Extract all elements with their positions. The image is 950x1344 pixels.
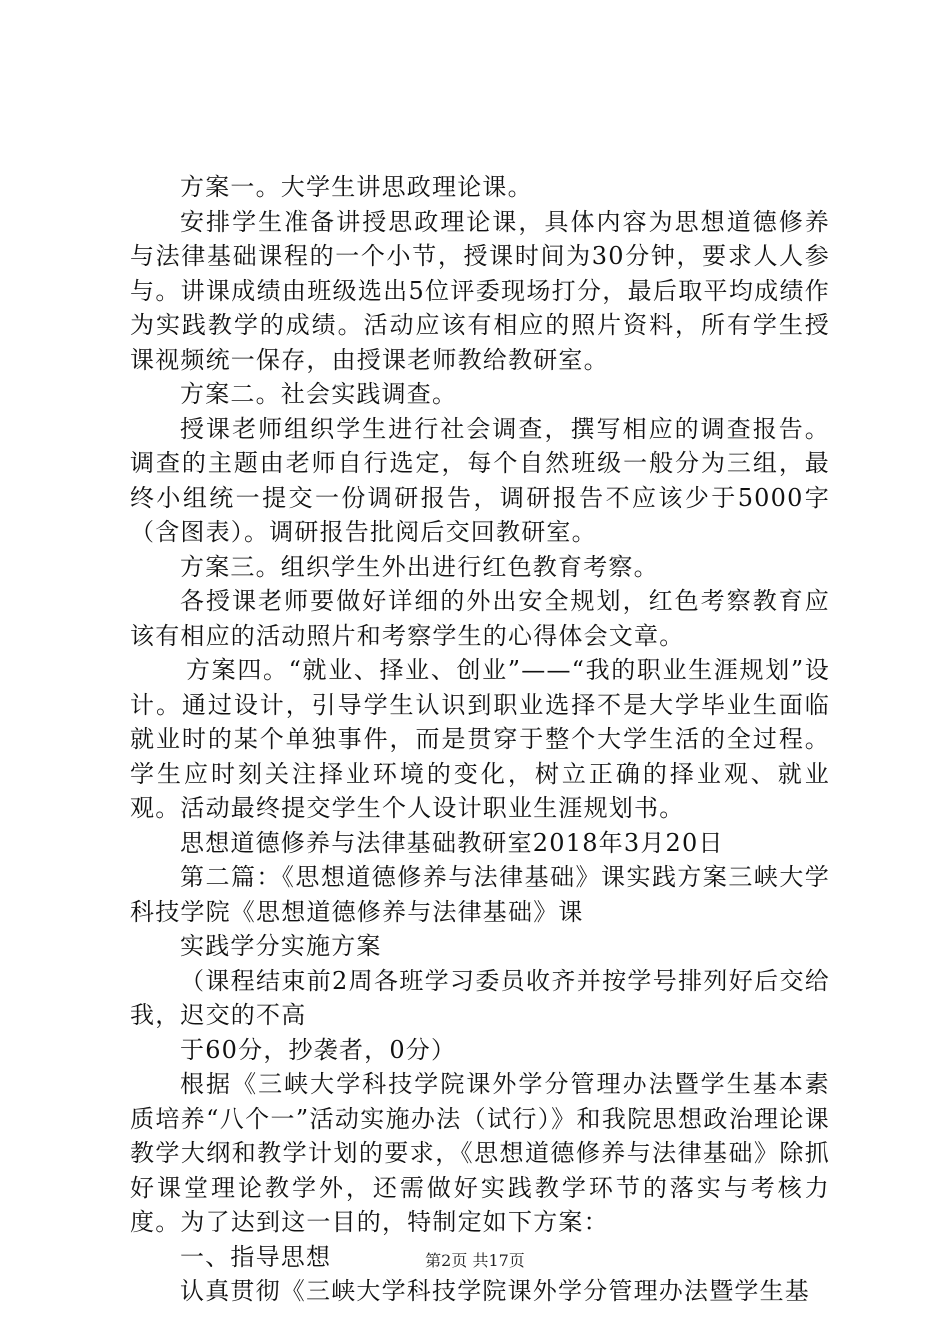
plan-one-heading: 方案一。大学生讲思政理论课。 [180, 173, 533, 201]
submission-note: （课程结束前2周各班学习委员收齐并按学号排列好后交给我，迟交的不高 [130, 966, 830, 1029]
plan-three-heading: 方案三。组织学生外出进行红色教育考察。 [180, 552, 659, 581]
plan-three-body: 各授课老师要做好详细的外出安全规划，红色考察教育应该有相应的活动照片和考察学生的心得体会文章。 [130, 587, 830, 650]
basis-paragraph: 根据《三峡大学科技学院课外学分管理办法暨学生基本素质培养“八个一”活动实施办法（试行）》和我院思想政治理论课教学大纲和教学计划的要求，《思想道德修养与法律基础》除抓好课堂理论教学外，还需做好实践教学环节的落实与考核力度。为了达到这一目的，特制定如下方案： [130, 1070, 830, 1236]
document-body [130, 170, 830, 1309]
plan-two-heading: 方案二。社会实践调查。 [180, 380, 458, 408]
section-heading-guiding-thought: 一、指导思想 [180, 1242, 332, 1271]
section-subtitle: 实践学分实施方案 [180, 932, 382, 960]
submission-note-continued: 于60分，抄袭者，0分） [180, 1035, 457, 1064]
signature-line: 思想道德修养与法律基础教研室2018年3月20日 [180, 828, 724, 857]
plan-four-paragraph: 方案四。“就业、择业、创业”——“我的职业生涯规划”设计。通过设计，引导学生认识到职业选择不是大学毕业生面临就业时的某个单独事件，而是贯穿于整个大学生活的全过程。学生应时刻关注择业环境的变化，树立正确的择业观、就业观。活动最终提交学生个人设计职业生涯规划书。 [130, 656, 830, 822]
plan-one-body: 安排学生准备讲授思政理论课，具体内容为思想道德修养与法律基础课程的一个小节，授课时间为30分钟，要求人人参与。讲课成绩由班级选出5位评委现场打分，最后取平均成绩作为实践教学的成绩。活动应该有相应的照片资料，所有学生授课视频统一保存，由授课老师教给教研室。 [130, 207, 830, 374]
page-number-footer: 第2页 共17页 [425, 1251, 525, 1270]
guiding-thought-body: 认真贯彻《三峡大学科技学院课外学分管理办法暨学生基 [180, 1277, 810, 1305]
plan-two-body: 授课老师组织学生进行社会调查，撰写相应的调查报告。调查的主题由老师自行选定，每个自然班级一般分为三组，最终小组统一提交一份调研报告，调研报告不应该少于5000字（含图表）。调研报告批阅后交回教研室。 [130, 414, 830, 546]
second-article-title: 第二篇：《思想道德修养与法律基础》课实践方案三峡大学科技学院《思想道德修养与法律基础》课 [130, 863, 830, 926]
